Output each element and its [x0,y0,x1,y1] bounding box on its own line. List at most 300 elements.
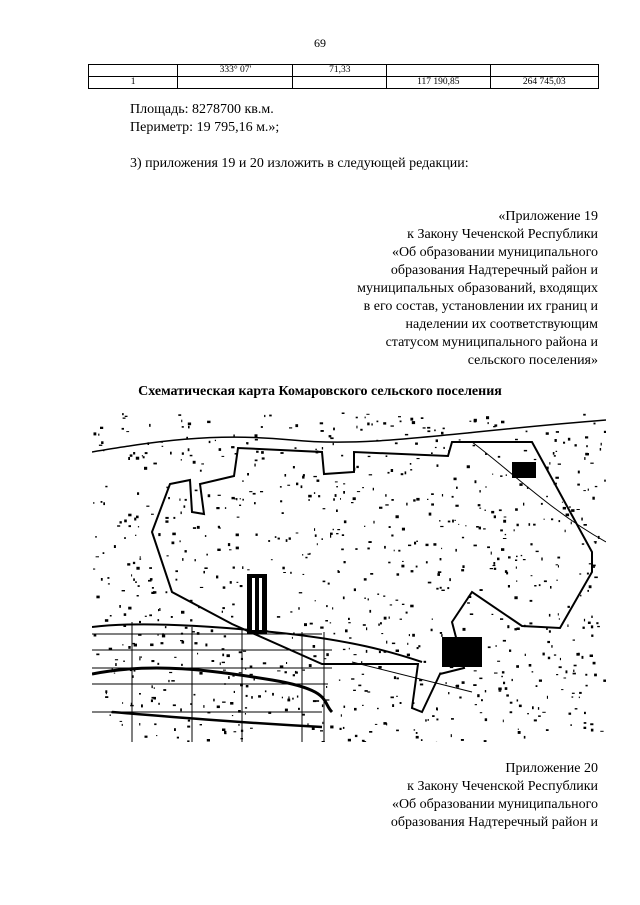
map-speckle-dot [363,741,366,742]
map-speckle-dot [343,483,345,484]
map-speckle-dot [379,651,381,653]
appendix-19-header [298,208,598,370]
table-row [89,65,599,77]
map-speckle-dot [409,634,410,636]
appendix-line: статусом муниципального района и [385,335,598,350]
map-speckle-dot [356,417,358,419]
map-speckle-dot [368,456,371,457]
map-speckle-dot [398,416,401,417]
map-speckle-dot [329,435,332,437]
map-speckle-dot [326,653,329,656]
map-speckle-dot [501,421,504,424]
map-speckle-dot [530,600,533,602]
map-speckle-dot [425,719,427,721]
map-speckle-dot [182,426,184,428]
map-speckle-dot [590,655,593,658]
map-speckle-dot [366,627,367,630]
map-speckle-dot [568,606,570,608]
map-speckle-dot [548,657,550,660]
map-speckle-dot [216,507,219,509]
map-speckle-dot [246,685,249,687]
map-speckle-dot [313,700,316,702]
map-speckle-dot [213,699,215,702]
map-speckle-dot [452,496,454,498]
map-speckle-dot [292,637,293,639]
map-speckle-dot [100,427,103,429]
map-speckle-dot [333,443,334,445]
map-speckle-dot [380,622,382,624]
map-speckle-dot [431,493,434,495]
map-speckle-dot [493,562,495,565]
map-speckle-dot [134,644,137,647]
map-speckle-dot [278,538,280,540]
map-speckle-dot [170,452,172,455]
map-speckle-dot [516,581,517,582]
map-speckle-dot [330,535,331,538]
map-speckle-dot [285,671,287,673]
map-speckle-dot [586,685,588,687]
map-speckle-dot [137,492,139,495]
map-speckle-dot [337,529,340,530]
map-speckle-dot [217,549,220,551]
map-speckle-dot [215,440,216,441]
map-speckle-dot [446,682,447,684]
map-speckle-dot [539,584,541,586]
map-speckle-dot [497,558,500,561]
map-speckle-dot [443,447,444,449]
map-speckle-dot [400,702,402,704]
map-speckle-dot [517,524,519,527]
map-speckle-dot [139,558,141,560]
map-speckle-dot [423,427,426,428]
map-speckle-dot [343,491,345,494]
table-cell: 333° 07' [178,65,293,77]
map-speckle-dot [410,469,412,470]
map-speckle-dot [467,602,470,603]
map-speckle-dot [396,600,399,601]
map-speckle-dot [159,608,160,611]
map-speckle-dot [593,662,596,665]
map-speckle-dot [187,726,190,728]
map-speckle-dot [567,624,568,627]
map-speckle-dot [158,533,160,536]
map-speckle-dot [238,724,240,725]
map-speckle-dot [108,583,110,584]
map-speckle-dot [544,580,547,582]
coordinates-table [88,64,599,89]
map-speckle-dot [398,550,400,552]
map-speckle-dot [139,658,140,660]
map-speckle-dot [572,696,574,697]
map-speckle-dot [594,541,597,542]
map-speckle-dot [207,739,210,742]
map-speckle-dot [341,714,342,716]
map-speckle-dot [110,714,111,716]
map-speckle-dot [122,590,125,591]
map-speckle-dot [401,473,404,475]
map-speckle-dot [246,442,248,443]
map-speckle-dot [335,481,338,482]
map-speckle-dot [297,696,298,698]
map-speckle-dot [570,724,572,726]
map-speckle-dot [197,653,198,655]
map-speckle-dot [239,672,242,673]
map-speckle-dot [195,490,198,492]
appendix-line: Приложение 20 [505,761,598,776]
map-speckle-dot [345,629,348,632]
map-speckle-dot [254,502,256,504]
map-speckle-dot [556,451,558,452]
map-speckle-dot [206,554,208,556]
map-speckle-dot [501,676,503,677]
map-speckle-dot [296,483,298,486]
map-speckle-dot [277,616,280,618]
map-speckle-dot [467,465,470,468]
table-cell: 1 [89,77,178,89]
appendix-20-header [298,760,598,832]
map-speckle-dot [264,415,265,417]
map-speckle-dot [127,563,130,565]
map-speckle-dot [236,498,237,500]
map-speckle-dot [396,650,399,653]
map-speckle-dot [99,445,102,446]
map-speckle-dot [395,442,398,444]
map-speckle-dot [536,551,539,552]
map-speckle-dot [200,470,202,472]
appendix-line: к Закону Чеченской Республики [407,227,598,242]
map-speckle-dot [190,455,193,457]
map-speckle-dot [456,685,459,688]
map-speckle-dot [292,698,294,700]
map-speckle-dot [455,549,457,552]
map-speckle-dot [303,670,305,671]
map-speckle-dot [530,543,532,545]
map-speckle-dot [496,645,497,647]
map-speckle-dot [554,654,556,655]
map-speckle-dot [503,520,506,523]
map-speckle-dot [462,681,465,684]
map-speckle-dot [407,654,410,657]
map-speckle-dot [462,565,464,568]
map-speckle-dot [547,696,548,699]
map-speckle-dot [240,498,241,499]
map-speckle-dot [242,480,244,481]
map-speckle-dot [218,495,221,496]
map-speckle-dot [283,572,286,573]
map-speckle-dot [325,620,328,622]
map-speckle-dot [178,414,181,416]
map-speckle-dot [315,534,317,537]
map-speckle-dot [595,486,598,487]
map-speckle-dot [428,582,432,584]
map-speckle-dot [556,580,558,581]
map-speckle-dot [340,498,341,500]
map-speckle-dot [139,657,142,658]
map-speckle-dot [401,565,404,568]
map-speckle-dot [556,564,559,565]
map-speckle-dot [181,611,184,614]
map-speckle-dot [295,424,298,427]
map-speckle-dot [101,501,103,503]
map-speckle-dot [516,665,519,668]
map-speckle-dot [436,708,438,710]
map-speckle-dot [396,515,399,518]
map-speckle-dot [461,739,464,741]
map-speckle-dot [519,705,522,708]
map-speckle-dot [312,728,315,731]
map-speckle-dot [480,712,482,713]
map-speckle-dot [336,533,338,534]
map-speckle-dot [501,548,504,551]
map-speckle-dot [441,634,442,637]
map-speckle-dot [493,565,496,566]
map-speckle-dot [442,494,443,497]
map-speckle-dot [575,444,577,446]
map-speckle-dot [320,627,323,629]
map-speckle-dot [405,434,408,436]
map-speckle-dot [494,673,498,674]
map-speckle-dot [555,477,559,479]
map-speckle-dot [565,530,566,533]
map-speckle-dot [199,672,202,675]
map-speckle-dot [503,720,504,723]
map-speckle-dot [437,573,440,576]
map-speckle-dot [558,613,559,615]
map-speckle-dot [564,678,567,679]
map-speckle-dot [268,540,270,542]
map-speckle-dot [145,736,148,738]
map-speckle-dot [383,596,385,597]
map-speckle-dot [369,474,372,475]
map-speckle-dot [386,641,387,644]
map-speckle-dot [222,729,225,732]
map-speckle-dot [509,650,511,652]
map-speckle-dot [144,467,147,470]
map-speckle-dot [222,648,225,649]
map-speckle-dot [123,661,125,663]
map-speckle-dot [211,629,214,632]
map-speckle-dot [532,706,534,709]
map-speckle-dot [237,582,239,583]
appendix-line: в его состав, установлении их границ и [363,299,598,314]
map-speckle-dot [343,597,345,600]
map-speckle-dot [355,548,357,550]
map-speckle-dot [556,674,558,675]
map-speckle-dot [320,730,323,731]
map-speckle-dot [133,562,135,564]
map-speckle-dot [490,568,493,569]
map-speckle-dot [171,616,173,618]
map-speckle-dot [362,674,364,675]
map-speckle-dot [582,543,584,545]
map-speckle-dot [176,579,178,581]
map-speckle-dot [558,565,559,567]
map-speckle-dot [369,731,372,733]
map-speckle-dot [251,696,253,699]
map-speckle-dot [188,448,190,451]
map-speckle-dot [429,513,432,516]
map-speckle-dot [335,494,337,497]
map-speckle-dot [470,613,473,615]
map-speckle-dot [285,709,288,712]
map-speckle-dot [146,506,149,507]
map-speckle-dot [299,592,302,593]
map-speckle-dot [579,573,581,574]
map-speckle-dot [128,607,131,610]
map-speckle-dot [309,664,312,667]
map-speckle-dot [591,729,594,732]
map-speckle-dot [249,491,252,492]
map-speckle-dot [488,422,489,424]
map-speckle-dot [514,596,517,599]
map-speckle-dot [203,705,204,708]
map-speckle-dot [168,680,169,682]
map-speckle-dot [158,703,160,705]
map-speckle-dot [432,619,433,620]
table-cell [293,77,387,89]
map-speckle-dot [441,548,442,549]
map-speckle-dot [546,628,548,630]
map-speckle-dot [571,509,574,512]
map-speckle-dot [123,418,126,419]
map-speckle-dot [316,700,319,702]
map-speckle-dot [371,423,372,425]
map-speckle-dot [94,432,97,435]
map-speckle-dot [480,589,483,591]
map-speckle-dot [269,415,272,417]
map-speckle-dot [503,640,506,642]
map-speckle-dot [224,731,226,734]
map-speckle-dot [260,491,263,492]
map-speckle-dot [117,525,120,526]
map-speckle-dot [247,473,249,476]
map-speckle-dot [181,664,183,666]
map-speckle-dot [295,672,298,674]
map-speckle-dot [328,583,330,585]
map-speckle-dot [596,622,598,624]
map-speckle-dot [500,529,503,531]
map-speckle-dot [208,494,211,497]
map-speckle-dot [587,590,589,592]
map-speckle-dot [223,670,226,671]
map-speckle-dot [133,578,135,581]
map-speckle-dot [322,447,323,450]
map-speckle-dot [322,722,323,724]
map-speckle-dot [427,427,430,429]
map-speckle-dot [408,545,411,547]
map-speckle-dot [407,643,408,645]
map-speckle-dot [220,662,221,665]
map-speckle-dot [105,690,107,693]
map-speckle-dot [169,672,172,673]
map-speckle-dot [370,573,373,575]
map-speckle-dot [172,542,175,545]
appendix-line: сельского поселения» [467,353,598,368]
map-speckle-dot [559,520,561,522]
map-speckle-dot [364,578,367,580]
map-speckle-dot [362,487,364,488]
page-number: 69 [314,36,326,50]
map-speckle-dot [432,715,435,717]
map-speckle-dot [525,654,526,656]
map-speckle-dot [479,490,480,492]
map-speckle-dot [456,487,458,489]
map-speckle-dot [529,622,532,624]
map-speckle-dot [584,619,585,622]
map-speckle-dot [546,432,549,435]
map-speckle-dot [504,517,507,518]
map-speckle-dot [232,497,235,499]
map-speckle-dot [527,713,529,714]
map-speckle-dot [261,426,263,428]
map-speckle-dot [341,455,343,457]
map-speckle-dot [499,690,502,692]
map-speckle-dot [405,471,407,474]
map-speckle-dot [386,455,388,457]
map-speckle-dot [392,643,395,645]
map-speckle-dot [584,722,587,724]
map-speckle-dot [451,734,452,737]
map-speckle-dot [145,452,148,454]
map-speckle-dot [204,567,207,569]
map-speckle-dot [416,541,418,542]
map-speckle-dot [307,724,309,725]
map-speckle-dot [229,549,232,550]
map-speckle-dot [128,457,130,460]
map-speckle-dot [168,497,170,499]
map-speckle-dot [417,647,419,649]
map-speckle-dot [230,702,233,705]
map-speckle-dot [517,699,519,701]
map-speckle-dot [230,581,232,584]
map-speckle-dot [101,441,103,444]
map-speckle-dot [556,431,559,433]
map-speckle-dot [388,562,390,564]
map-speckle-dot [546,729,549,731]
map-speckle-dot [122,702,123,704]
map-speckle-dot [342,534,344,536]
map-speckle-dot [378,666,381,669]
map-speckle-dot [439,520,440,522]
map-speckle-dot [585,453,588,456]
map-speckle-dot [153,463,157,465]
map-speckle-dot [136,457,139,460]
map-speckle-dot [130,454,133,456]
map-speckle-dot [188,426,190,429]
map-speckle-dot [508,556,511,558]
appendix-line: образования Надтеречный район и [390,263,598,278]
map-speckle-dot [600,731,603,732]
map-speckle-dot [518,729,519,730]
map-speckle-dot [577,484,580,486]
map-speckle-dot [524,736,526,739]
map-speckle-dot [597,626,600,627]
map-speckle-dot [343,727,345,729]
map-speckle-dot [506,572,508,575]
map-speckle-dot [369,610,371,613]
map-speckle-dot [551,518,553,520]
map-speckle-dot [479,508,481,509]
map-speckle-dot [579,697,580,699]
map-speckle-dot [145,616,147,617]
map-speckle-dot [507,625,509,628]
map-speckle-dot [491,552,492,555]
map-speckle-dot [158,619,160,621]
map-speckle-dot [122,428,124,430]
map-speckle-dot [212,660,215,662]
map-speckle-dot [566,670,568,673]
map-speckle-dot [563,442,565,444]
